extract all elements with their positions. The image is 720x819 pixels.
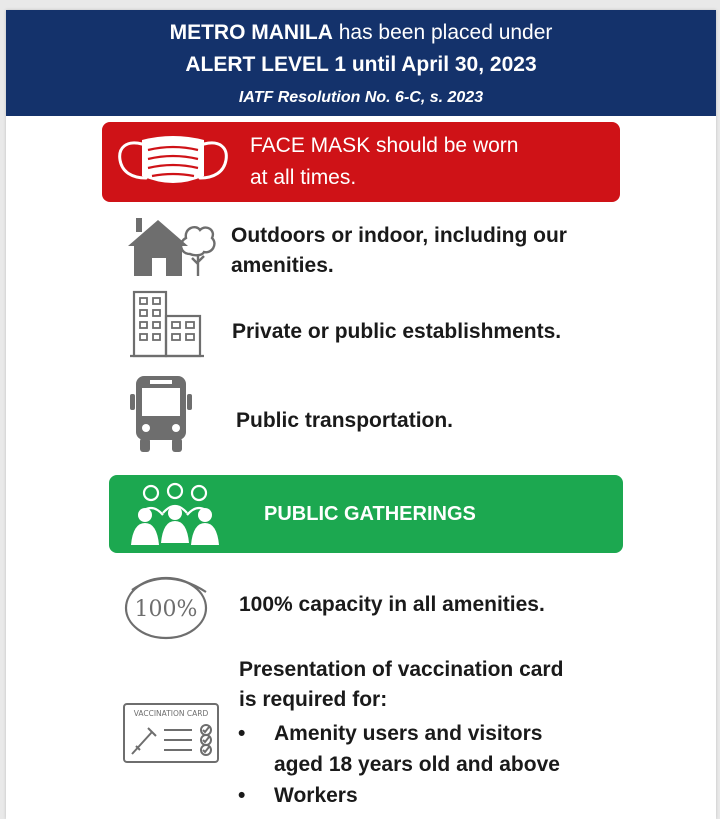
header-resolution: IATF Resolution No. 6-C, s. 2023 — [238, 89, 484, 106]
alert-header — [6, 10, 716, 116]
capacity-badge-text: 100% — [134, 597, 198, 622]
public-gatherings-banner — [109, 475, 623, 553]
capacity-badge-icon — [122, 568, 212, 644]
bullet-2-line-1: • Workers — [274, 784, 358, 807]
face-mask-icon — [112, 130, 234, 194]
building-icon — [128, 288, 206, 360]
face-mask-line-2: at all times. — [250, 166, 357, 189]
bullet-1-line-1: • Amenity users and visitors — [274, 722, 543, 745]
face-mask-banner — [102, 122, 620, 202]
vaccination-card-label: VACCINATION CARD — [133, 709, 209, 718]
bus-icon — [126, 374, 196, 456]
vaccination-line-2: is required for: — [239, 688, 388, 711]
vaccination-bullet-list — [234, 718, 560, 811]
list-item — [234, 780, 560, 811]
public-gatherings-label: PUBLIC GATHERINGS — [264, 503, 476, 525]
mask-item-outdoors — [231, 221, 567, 281]
vaccination-card-icon — [122, 702, 220, 764]
mask-item-transportation-line-1: Public transportation. — [236, 409, 454, 432]
header-location: METRO MANILA — [169, 21, 333, 44]
house-tree-icon — [124, 216, 218, 278]
header-line-1 — [6, 20, 716, 46]
mask-item-outdoors-line-1: Outdoors or indoor, including our — [231, 224, 567, 247]
bullet-1-line-2: aged 18 years old and above — [274, 753, 560, 776]
header-alert-level: ALERT LEVEL 1 until April 30, 2023 — [185, 53, 537, 76]
mask-item-establishments-line-1: Private or public establishments. — [232, 320, 562, 343]
mask-item-transportation — [236, 406, 453, 436]
crowd-icon — [129, 481, 221, 547]
face-mask-line-1: FACE MASK should be worn — [250, 134, 519, 157]
header-line-1-rest: has been placed under — [332, 21, 553, 44]
vaccination-text — [239, 655, 563, 715]
vaccination-line-1: Presentation of vaccination card — [239, 658, 564, 681]
capacity-text: 100% capacity in all amenities. — [239, 593, 545, 616]
advisory-card — [6, 10, 716, 819]
face-mask-text — [250, 130, 518, 194]
mask-item-outdoors-line-2: amenities. — [231, 254, 334, 277]
mask-item-establishments — [232, 317, 561, 347]
list-item — [234, 718, 560, 780]
